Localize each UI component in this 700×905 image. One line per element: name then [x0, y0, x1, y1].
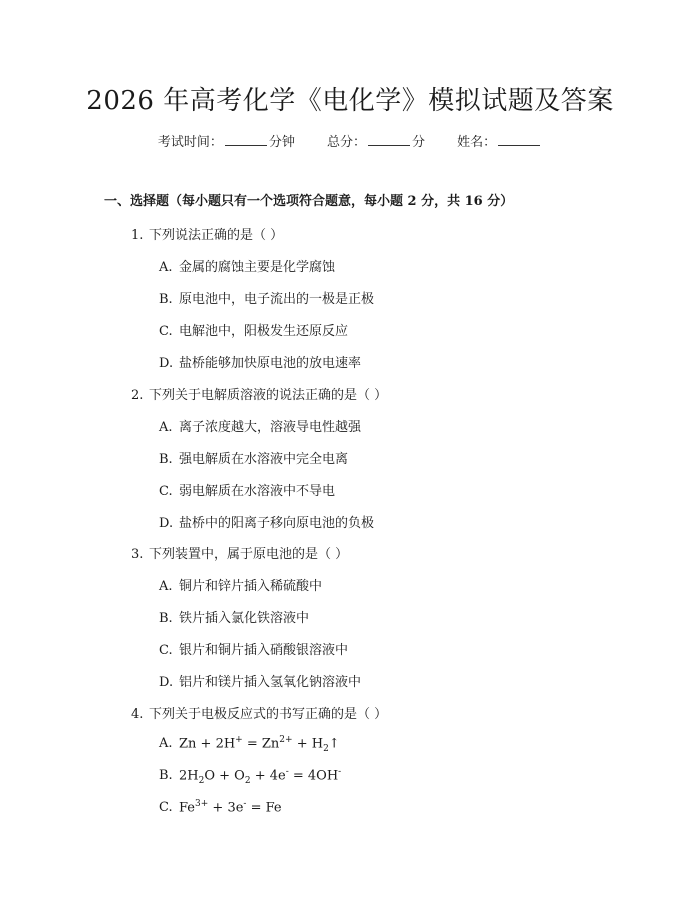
question-stem: 下列装置中，属于原电池的是（ ） [149, 547, 349, 562]
score-blank[interactable] [368, 133, 410, 146]
option-4b[interactable] [159, 767, 341, 786]
option-text: 铜片和锌片插入稀硫酸中 [179, 579, 323, 594]
formula-part: + 3e [208, 800, 244, 816]
question-number: 3. [131, 547, 144, 562]
page-title: 2026 年高考化学《电化学》模拟试题及答案 [86, 86, 614, 116]
option-letter: D. [159, 516, 174, 531]
option-1a[interactable] [159, 256, 335, 275]
option-letter: A. [159, 579, 173, 594]
exam-name [457, 135, 542, 150]
option-letter: A. [159, 260, 173, 275]
name-blank[interactable] [498, 133, 540, 146]
option-text: 金属的腐蚀主要是化学腐蚀 [179, 260, 336, 275]
option-letter: C. [159, 324, 173, 339]
option-3a[interactable] [159, 575, 322, 594]
formula-part: + H [292, 736, 324, 752]
score-label: 总分： [326, 135, 366, 150]
option-3b[interactable] [159, 607, 309, 626]
option-letter: D. [159, 356, 174, 371]
formula-sub: 2 [244, 775, 251, 786]
formula-part: 2H [179, 768, 199, 784]
section-heading: 一、选择题（每小题只有一个选项符合题意，每小题 2 分，共 16 分） [104, 194, 514, 209]
option-3c[interactable] [159, 639, 348, 658]
time-blank[interactable] [225, 133, 267, 146]
formula-sub: 2 [198, 775, 205, 786]
option-text: 盐桥能够加快原电池的放电速率 [179, 356, 362, 371]
option-1d[interactable] [159, 352, 361, 371]
formula-part: Fe [179, 800, 196, 816]
exam-time [158, 135, 299, 150]
option-text: 强电解质在水溶液中完全电离 [179, 452, 349, 467]
question-1 [131, 224, 283, 243]
exam-score [327, 135, 429, 150]
option-letter: B. [159, 768, 173, 784]
formula-part: Zn + 2H [179, 736, 236, 752]
option-letter: B. [159, 292, 173, 307]
option-1b[interactable] [159, 288, 374, 307]
option-2d[interactable] [159, 512, 374, 531]
option-letter: B. [159, 452, 173, 467]
option-letter: C. [159, 800, 173, 816]
question-number: 2. [131, 388, 144, 403]
option-letter: A. [159, 420, 173, 435]
option-letter: D. [159, 675, 174, 690]
up-arrow-icon: ↑ [328, 736, 340, 752]
option-text: 铝片和镁片插入氢氧化钠溶液中 [179, 675, 362, 690]
question-4 [131, 703, 387, 722]
formula-part: = Fe [246, 800, 282, 816]
exam-meta [0, 131, 700, 150]
option-text: 弱电解质在水溶液中不导电 [179, 484, 336, 499]
option-2b[interactable] [159, 448, 348, 467]
option-3d[interactable] [159, 671, 361, 690]
formula-part: = 4OH [288, 768, 339, 784]
option-letter: C. [159, 484, 173, 499]
option-letter: B. [159, 611, 173, 626]
formula-sup: - [243, 799, 247, 809]
question-number: 1. [131, 228, 144, 243]
option-4a[interactable] [159, 735, 340, 754]
formula-sup: - [285, 767, 289, 777]
score-unit: 分 [412, 135, 426, 150]
option-text: 盐桥中的阳离子移向原电池的负极 [179, 516, 375, 531]
option-text: 离子浓度越大，溶液导电性越强 [179, 420, 362, 435]
formula-sub: 2 [323, 743, 329, 754]
option-2a[interactable] [159, 416, 361, 435]
formula-sup: 2+ [279, 735, 293, 745]
option-text: 原电池中，电子流出的一极是正极 [179, 292, 375, 307]
name-label: 姓名： [457, 135, 497, 150]
question-2 [131, 384, 387, 403]
option-2c[interactable] [159, 480, 335, 499]
option-4c[interactable] [159, 799, 282, 815]
formula-sup: + [235, 735, 243, 745]
option-text: 铁片插入氯化铁溶液中 [179, 611, 310, 626]
formula-part: O + O [204, 768, 245, 784]
formula-part: = Zn [242, 736, 280, 752]
option-1c[interactable] [159, 320, 348, 339]
formula-sup: - [338, 767, 342, 777]
question-stem: 下列关于电极反应式的书写正确的是（ ） [149, 707, 388, 722]
question-stem: 下列关于电解质溶液的说法正确的是（ ） [149, 388, 388, 403]
formula-part: + 4e [250, 768, 286, 784]
option-letter: C. [159, 643, 173, 658]
question-number: 4. [131, 707, 144, 722]
time-unit: 分钟 [268, 135, 295, 150]
question-stem: 下列说法正确的是（ ） [149, 228, 284, 243]
option-text: 电解池中，阳极发生还原反应 [179, 324, 349, 339]
formula-sup: 3+ [195, 799, 209, 809]
option-text: 银片和铜片插入硝酸银溶液中 [179, 643, 349, 658]
question-3 [131, 543, 348, 562]
option-letter: A. [159, 736, 173, 752]
time-label: 考试时间： [157, 135, 223, 150]
